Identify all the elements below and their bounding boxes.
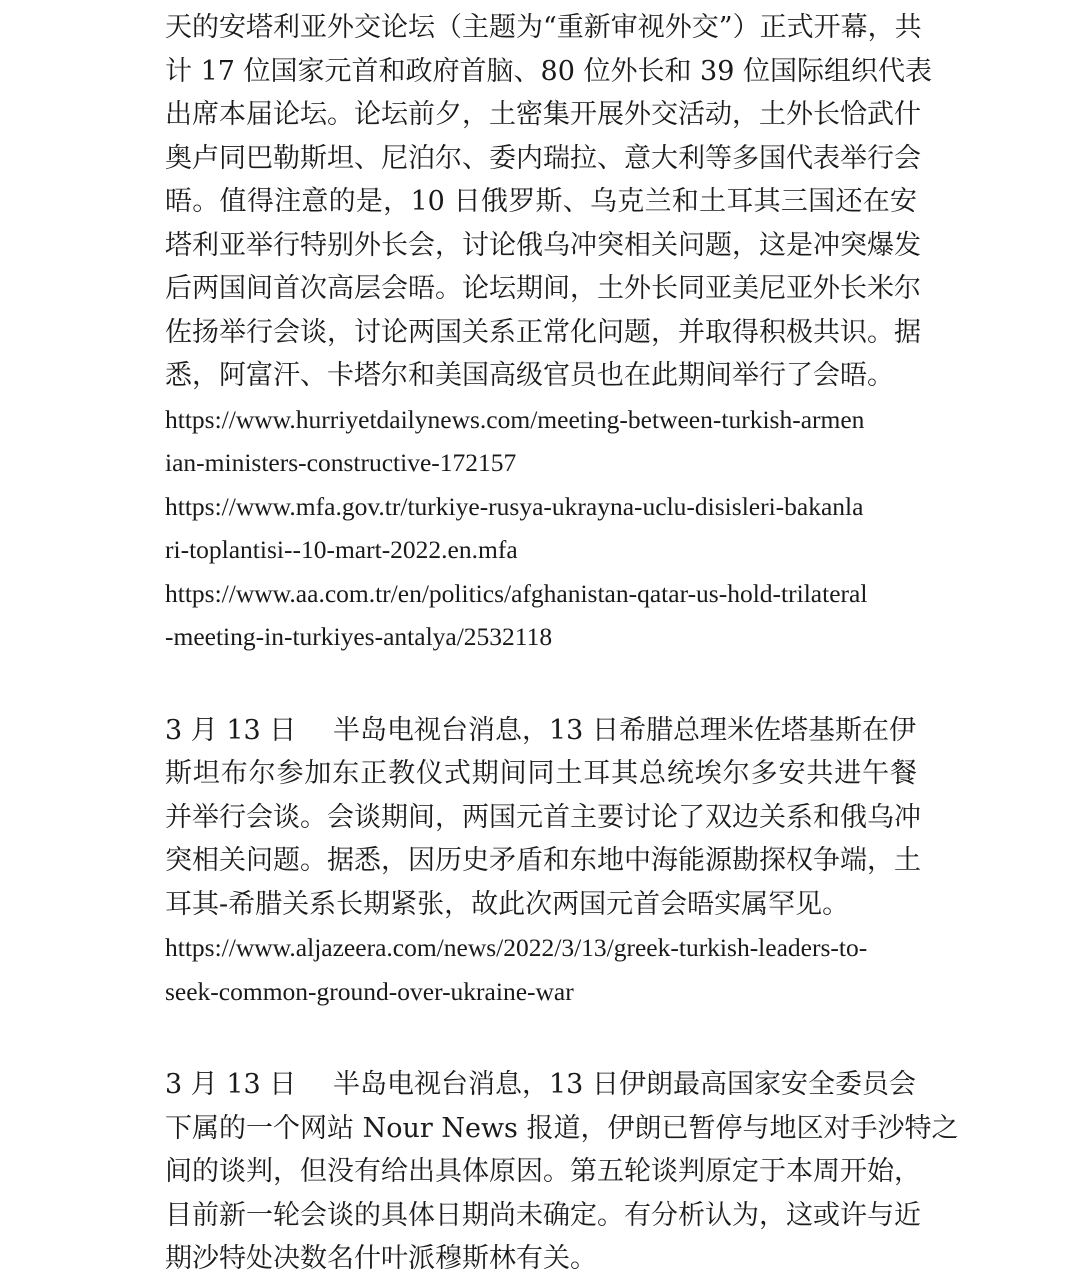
paragraph-line: 晤。值得注意的是，10 日俄罗斯、乌克兰和土耳其三国还在安 <box>165 186 917 217</box>
paragraph-line: 半岛电视台消息，13 日伊朗最高国家安全委员会 <box>333 1069 916 1100</box>
paragraph-line: 悉，阿富汗、卡塔尔和美国高级官员也在此期间举行了会晤。 <box>165 360 894 391</box>
paragraph-line: 耳其-希腊关系长期紧张，故此次两国元首会晤实属罕见。 <box>165 888 850 920</box>
paragraph-line: 期沙特处决数名什叶派穆斯林有关。 <box>165 1243 597 1274</box>
source-link[interactable]: seek-common-ground-over-ukraine-war <box>165 976 574 1006</box>
source-link[interactable]: ian-ministers-constructive-172157 <box>165 448 517 477</box>
entry-antalya-forum <box>165 0 932 659</box>
paragraph-line: 下属的一个网站 Nour News 报道，伊朗已暂停与地区对手沙特之 <box>165 1112 959 1144</box>
entry-first-line <box>165 1063 917 1107</box>
source-link[interactable]: https://www.mfa.gov.tr/turkiye-rusya-ukrayna-uclu-disisleri-bakanla <box>165 491 864 521</box>
paragraph-line: 佐扬举行会谈，讨论两国关系正常化问题，并取得积极共识。据 <box>165 316 921 348</box>
paragraph-line: 出席本届论坛。论坛前夕，土密集开展外交活动，土外长恰武什 <box>165 99 921 130</box>
source-link[interactable]: ri-toplantisi--10-mart-2022.en.mfa <box>165 535 518 564</box>
paragraph-line: 奥卢同巴勒斯坦、尼泊尔、委内瑞拉、意大利等多国代表举行会 <box>165 142 921 174</box>
paragraph-line: 天的安塔利亚外交论坛（主题为“重新审视外交”）正式开幕，共 <box>165 12 922 43</box>
source-link[interactable]: -meeting-in-turkiyes-antalya/2532118 <box>165 622 553 651</box>
source-link[interactable]: https://www.aa.com.tr/en/politics/afghanistan-qatar-us-hold-trilateral <box>165 578 868 608</box>
entry-greece-turkey <box>165 709 921 1014</box>
paragraph-line: 斯坦布尔参加东正教仪式期间同土耳其总统埃尔多安共进午餐 <box>165 758 917 789</box>
paragraph-line: 半岛电视台消息，13 日希腊总理米佐塔基斯在伊 <box>333 714 916 746</box>
paragraph-line: 并举行会谈。会谈期间，两国元首主要讨论了双边关系和俄乌冲 <box>165 801 921 833</box>
entry-first-line <box>165 709 917 753</box>
paragraph-line: 计 17 位国家元首和政府首脑、80 位外长和 39 位国际组织代表 <box>165 55 932 87</box>
entry-separator <box>165 659 917 709</box>
paragraph-line: 后两国间首次高层会晤。论坛期间，土外长同亚美尼亚外长米尔 <box>165 273 921 304</box>
paragraph-line: 突相关问题。据悉，因历史矛盾和东地中海能源勘探权争端，土 <box>165 845 921 876</box>
paragraph-line: 目前新一轮会谈的具体日期尚未确定。有分析认为，这或许与近 <box>165 1199 921 1231</box>
entry-iran-saudi <box>165 1063 959 1281</box>
source-link[interactable]: https://www.aljazeera.com/news/2022/3/13/greek-turkish-leaders-to- <box>165 933 868 962</box>
source-link[interactable]: https://www.hurriyetdailynews.com/meeting-between-turkish-armen <box>165 404 865 434</box>
entry-date: 3 月 13 日 <box>165 1069 297 1100</box>
entry-separator <box>165 1013 917 1063</box>
document-page <box>165 0 959 1281</box>
entry-date: 3 月 13 日 <box>165 714 297 746</box>
paragraph-line: 间的谈判，但没有给出具体原因。第五轮谈判原定于本周开始， <box>165 1156 921 1187</box>
paragraph-line: 塔利亚举行特别外长会，讨论俄乌冲突相关问题，这是冲突爆发 <box>165 229 921 261</box>
